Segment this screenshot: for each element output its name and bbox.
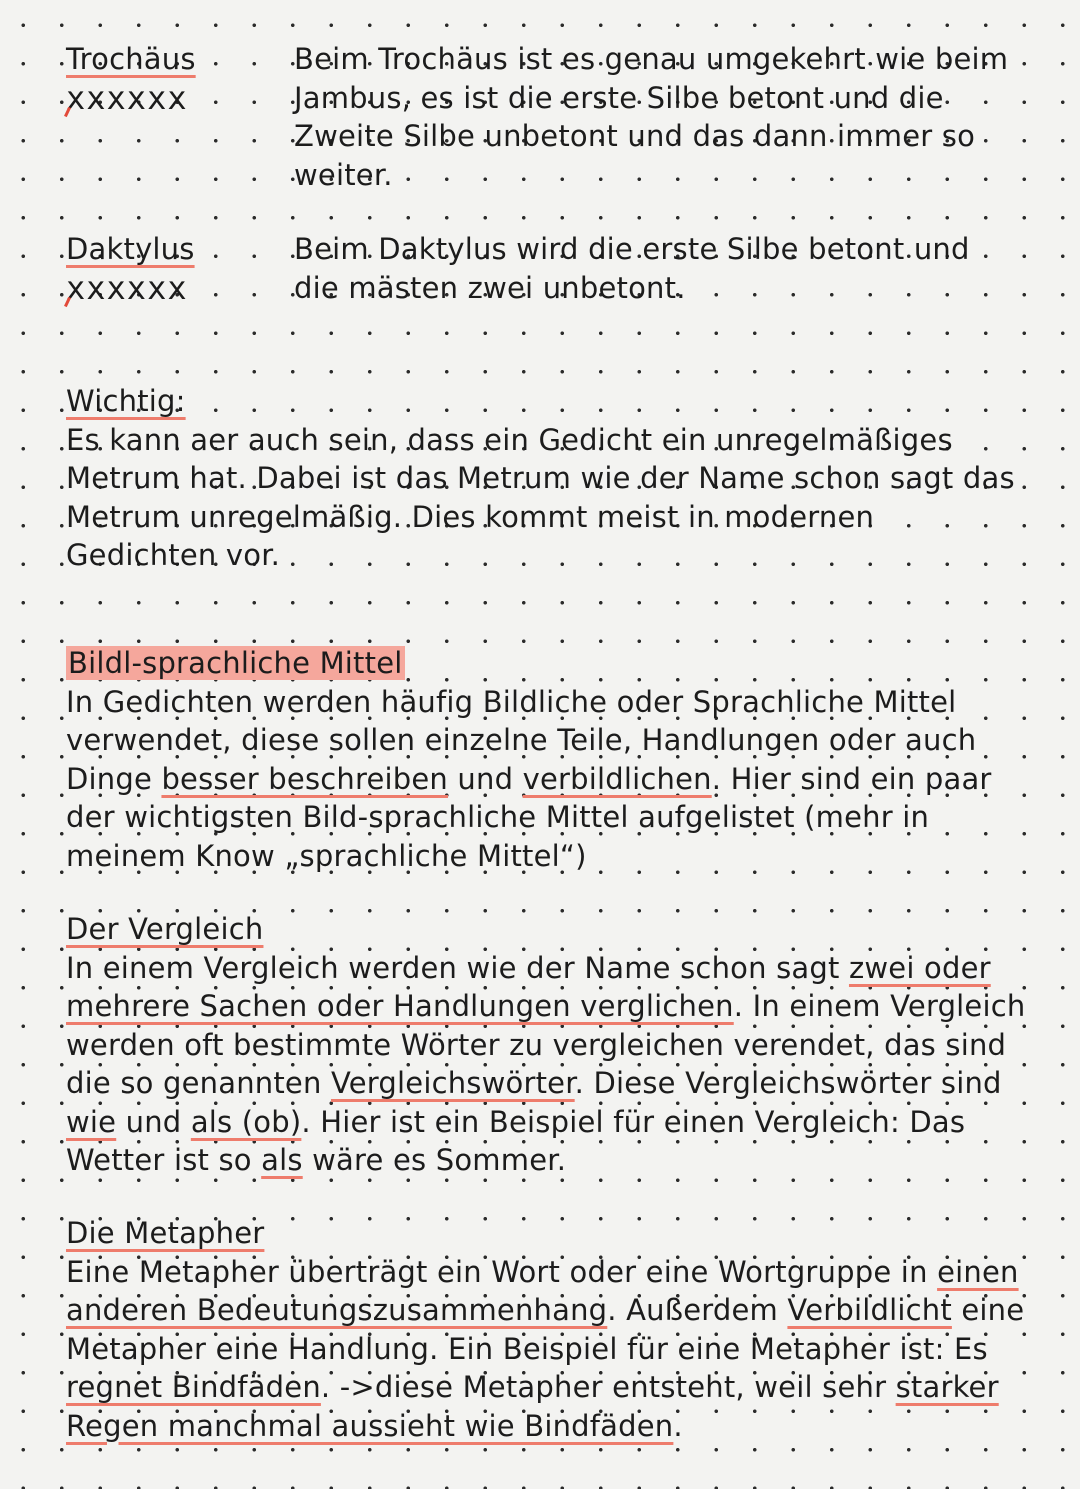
daktylus-term xyxy=(66,230,266,307)
trochaeus-title: Trochäus xyxy=(66,42,196,76)
vergleich-section xyxy=(66,910,1036,1180)
metapher-section xyxy=(66,1214,1036,1445)
trochaeus-stress-pattern: xxxxxx xyxy=(66,78,188,117)
daktylus-title: Daktylus xyxy=(66,232,195,266)
metapher-text: Eine Metapher überträgt ein Wort oder eine Wortgruppe in einen anderen Bedeutungszusammenhang. Außerdem Verbildlicht eine Metapher eine Handlung. Ein Beispiel für eine Metapher ist: Es regnet Bindfäden. ->diese Metapher entsteht, weil sehr starker Regen manchmal aussieht wie Bindfäden. xyxy=(66,1254,1025,1443)
wichtig-text: Es kann aer auch sein, dass ein Gedicht ein unregelmäßiges Metrum hat. Dabei ist das Metrum wie der Name schon sagt das Metrum unregelmäßig. Dies kommt meist in modernen Gedichten vor. xyxy=(66,422,1015,572)
trochaeus-definition: Beim Trochäus ist es genau umgekehrt wie beim Jambus, es ist die erste Silbe betont und die Zweite Silbe unbetont und das dann immer so weiter. xyxy=(294,42,1009,192)
bild-sprachliche-mittel-section xyxy=(66,644,1036,875)
wichtig-section xyxy=(66,382,1026,575)
vergleich-text: In einem Vergleich werden wie der Name schon sagt zwei oder mehrere Sachen oder Handlungen verglichen. In einem Vergleich werden oft bestimmte Wörter zu vergleichen verendet, das sind die so genannten Vergleichswörter. Diese Vergleichswörter sind wie und als (ob). Hier ist ein Beispiel für einen Vergleich: Das Wetter ist so als wäre es Sommer. xyxy=(66,950,1026,1177)
daktylus-definition: Beim Daktylus wird die erste Silbe betont und die mästen zwei unbetont. xyxy=(294,232,970,305)
daktylus-stress-pattern: xxxxxx xyxy=(66,268,188,307)
bild-sprachliche-heading: Bildl-sprachliche Mittel xyxy=(68,646,403,680)
metapher-heading: Die Metapher xyxy=(66,1216,265,1250)
vergleich-heading: Der Vergleich xyxy=(66,912,264,946)
wichtig-heading: Wichtig: xyxy=(66,384,186,418)
bild-sprachliche-text: In Gedichten werden häufig Bildliche oder Sprachliche Mittel verwendet, diese sollen einzelne Teile, Handlungen oder auch Dinge besser beschreiben und verbildlichen. Hier sind ein paar der wichtigsten Bild-sprachliche Mittel aufgelistet (mehr in meinem Know „sprachliche Mittel“) xyxy=(66,684,992,873)
trochaeus-term xyxy=(66,40,266,117)
